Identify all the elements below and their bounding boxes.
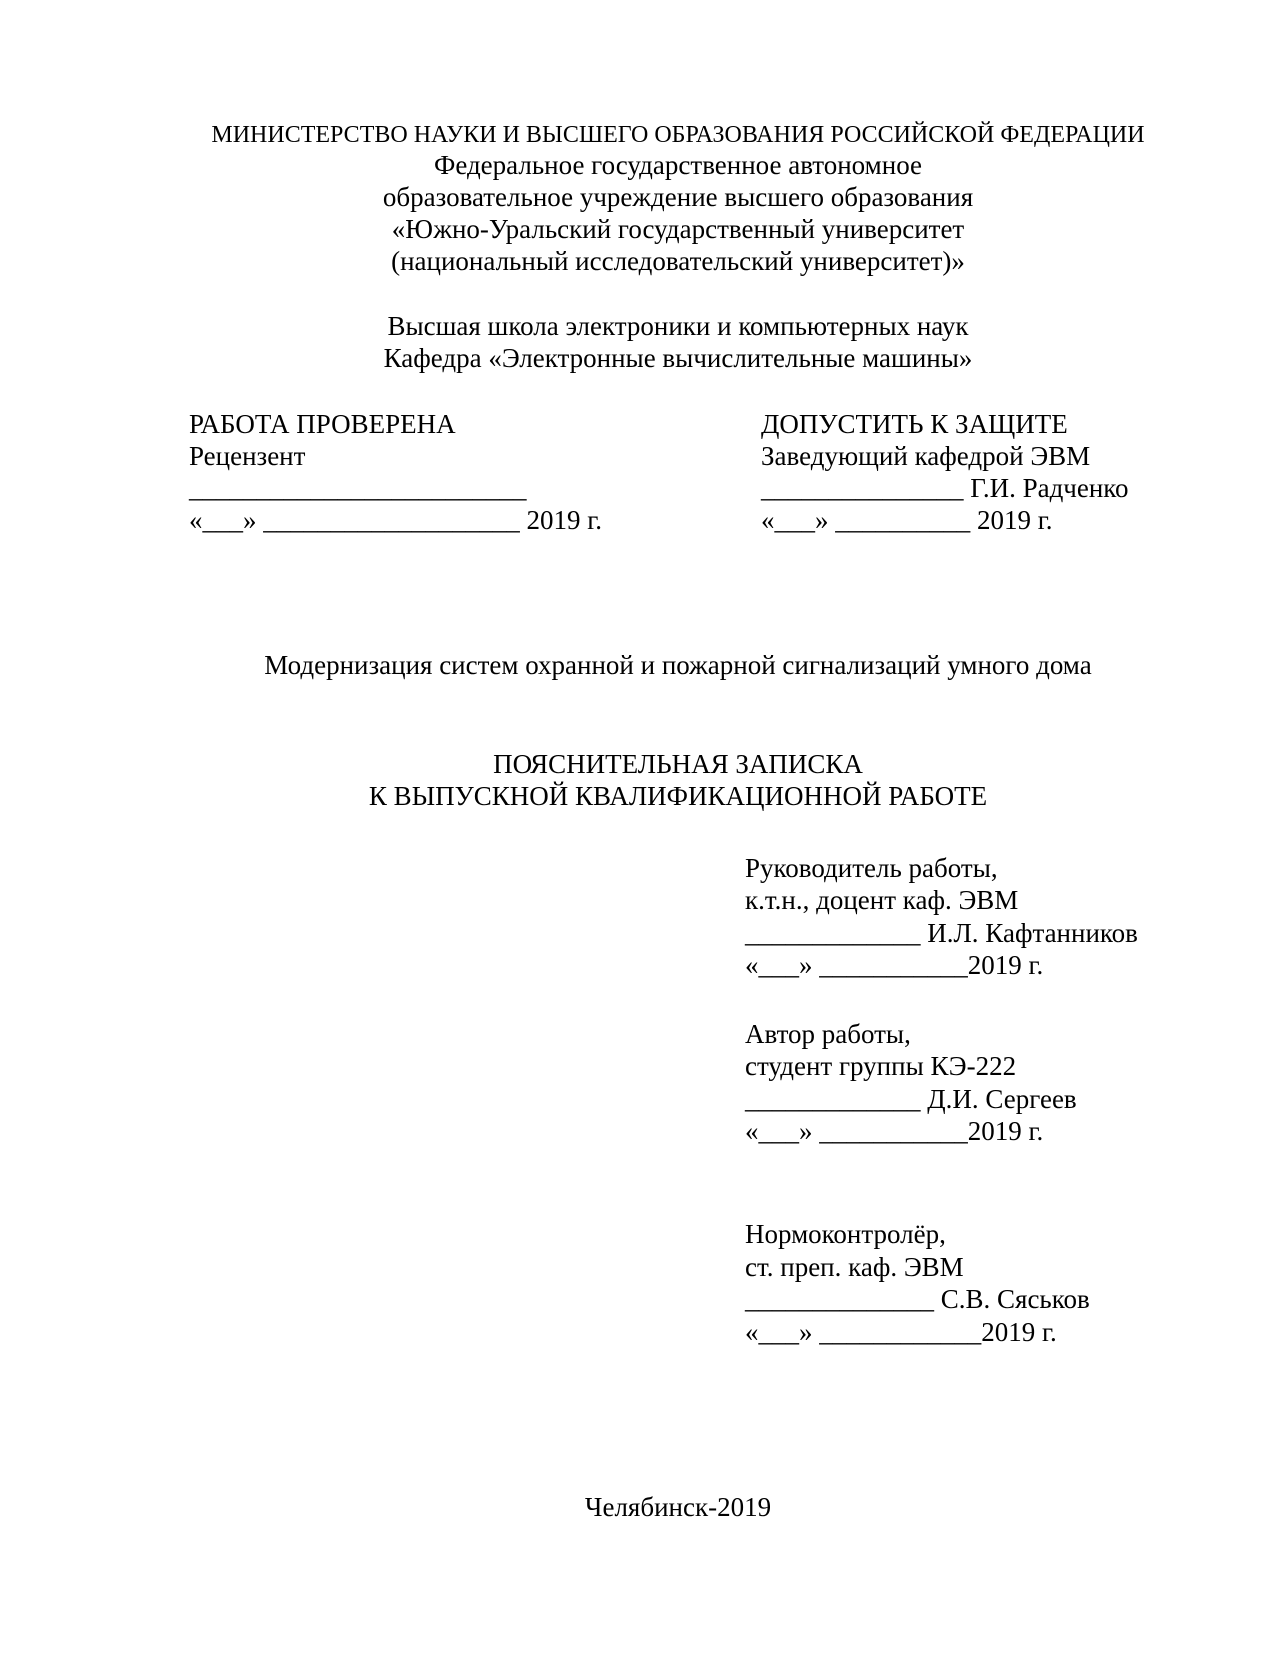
supervisor-title: к.т.н., доцент каф. ЭВМ bbox=[745, 885, 1019, 915]
school-name: Высшая школа электроники и компьютерных наук bbox=[387, 311, 969, 341]
approval-right-signature-line: _______________ Г.И. Радченко bbox=[761, 473, 1129, 503]
approval-right-role: Заведующий кафедрой ЭВМ bbox=[761, 441, 1091, 471]
document-type-line-1: ПОЯСНИТЕЛЬНАЯ ЗАПИСКА bbox=[493, 749, 863, 779]
author-date-line: «___» ___________2019 г. bbox=[745, 1116, 1044, 1146]
city-year: Челябинск-2019 bbox=[584, 1492, 772, 1522]
supervisor-role: Руководитель работы, bbox=[745, 853, 998, 883]
approval-right-date-line: «___» __________ 2019 г. bbox=[761, 505, 1053, 535]
thesis-topic: Модернизация систем охранной и пожарной сигнализаций умного дома bbox=[264, 650, 1092, 680]
institution-line-1: Федеральное государственное автономное bbox=[433, 150, 923, 180]
approval-left-signature-line: _________________________ bbox=[189, 473, 527, 503]
institution-line-3: «Южно-Уральский государственный университет bbox=[391, 214, 965, 244]
author-signature-line: _____________ Д.И. Сергеев bbox=[745, 1084, 1077, 1114]
document-type-line-2: К ВЫПУСКНОЙ КВАЛИФИКАЦИОННОЙ РАБОТЕ bbox=[368, 781, 988, 811]
institution-line-4: (национальный исследовательский университет)» bbox=[391, 246, 965, 276]
ministry-name: МИНИСТЕРСТВО НАУКИ И ВЫСШЕГО ОБРАЗОВАНИЯ РОССИЙСКОЙ ФЕДЕРАЦИИ bbox=[211, 122, 1145, 148]
institution-line-2: образовательное учреждение высшего образования bbox=[382, 182, 974, 212]
supervisor-date-line: «___» ___________2019 г. bbox=[745, 950, 1044, 980]
normcontroller-role: Нормоконтролёр, bbox=[745, 1219, 946, 1249]
author-role: Автор работы, bbox=[745, 1019, 911, 1049]
supervisor-signature-line: _____________ И.Л. Кафтанников bbox=[745, 918, 1138, 948]
approval-right-heading: ДОПУСТИТЬ К ЗАЩИТЕ bbox=[761, 409, 1068, 439]
department-name: Кафедра «Электронные вычислительные машины» bbox=[383, 343, 973, 373]
approval-left-role: Рецензент bbox=[189, 441, 306, 471]
author-title: студент группы КЭ-222 bbox=[745, 1051, 1017, 1081]
normcontroller-date-line: «___» ____________2019 г. bbox=[745, 1317, 1057, 1347]
approval-left-date-line: «___» ___________________ 2019 г. bbox=[189, 505, 603, 535]
approval-left-heading: РАБОТА ПРОВЕРЕНА bbox=[189, 409, 456, 439]
normcontroller-signature-line: ______________ С.В. Сяськов bbox=[745, 1284, 1090, 1314]
normcontroller-title: ст. преп. каф. ЭВМ bbox=[745, 1252, 964, 1282]
